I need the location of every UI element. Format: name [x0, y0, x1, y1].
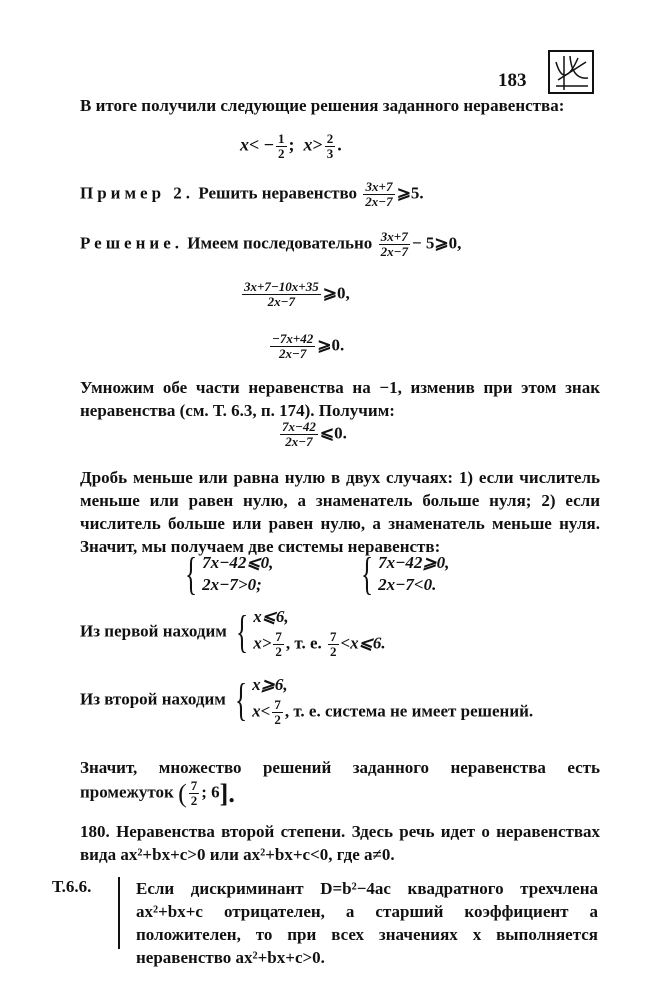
theorem-text: Если дискриминант D=b²−4ac квадратного трехчлена ax²+bx+c отрицателен, а старший коэффициент a положителен, то при всех значениях x выполняется неравенство ax²+bx+c>0.	[136, 879, 598, 967]
intro-paragraph: В итоге получили следующие решения заданного неравенства:	[80, 96, 565, 115]
example-line: Пример 2. Решить неравенство $\frac{3x+7}{2x-7}$ ⩾5.	[80, 179, 424, 209]
result-inequalities: x< − $\frac{1}{2}$ ; x> $\frac{2}{3}$ .	[240, 131, 342, 161]
step-2: $\frac{3x+7-10x+35}{2x-7}$ ⩾0,	[244, 279, 350, 309]
second-system-result: Из второй находим { x⩾6, x< $\frac{7}{2}$ , т. е. система не имеет решений.	[80, 673, 534, 727]
system-2: { 7x−42⩾0, 2x−7<0.	[360, 548, 450, 599]
system-1: { 7x−42⩽0, 2x−7>0;	[184, 548, 274, 599]
conclusion-paragraph: Значит, множество решений заданного неравенства есть промежуток ( $\frac{7}{2}$ ; 6].	[80, 758, 600, 808]
step-3: $\frac{-7x+42}{2x-7}$ ⩾0.	[272, 331, 345, 361]
step-4: $\frac{7x-42}{2x-7}$ ⩽0.	[282, 419, 347, 449]
cases-paragraph: Дробь меньше или равна нулю в двух случаях: 1) если числитель меньше или равен нулю, а знаменатель больше нуля; 2) если числитель больше или равен нулю, а знаменатель меньше нуля. Значит, мы получаем две системы неравенств:	[80, 468, 600, 556]
theorem-bar	[118, 877, 120, 949]
first-system-result: Из первой находим { x⩽6, x> $\frac{7}{2}$ , т. е. $\frac{7}{2}$ <x⩽6.	[80, 605, 386, 659]
multiply-paragraph: Умножим обе части неравенства на −1, изменив при этом знак неравенства (см. Т. 6.3, п. 174). Получим:	[80, 378, 600, 420]
page-number: 183	[498, 70, 527, 91]
section-180: 180. Неравенства второй степени. Здесь речь идет о неравенствах вида ax²+bx+c>0 или ax²+bx+c<0, где a≠0.	[80, 822, 601, 864]
theorem-label: Т.6.6.	[52, 877, 92, 896]
solution-line: Решение. Имеем последовательно $\frac{3x+7}{2x-7}$ − 5⩾0,	[80, 229, 462, 259]
graph-icon	[548, 50, 594, 99]
